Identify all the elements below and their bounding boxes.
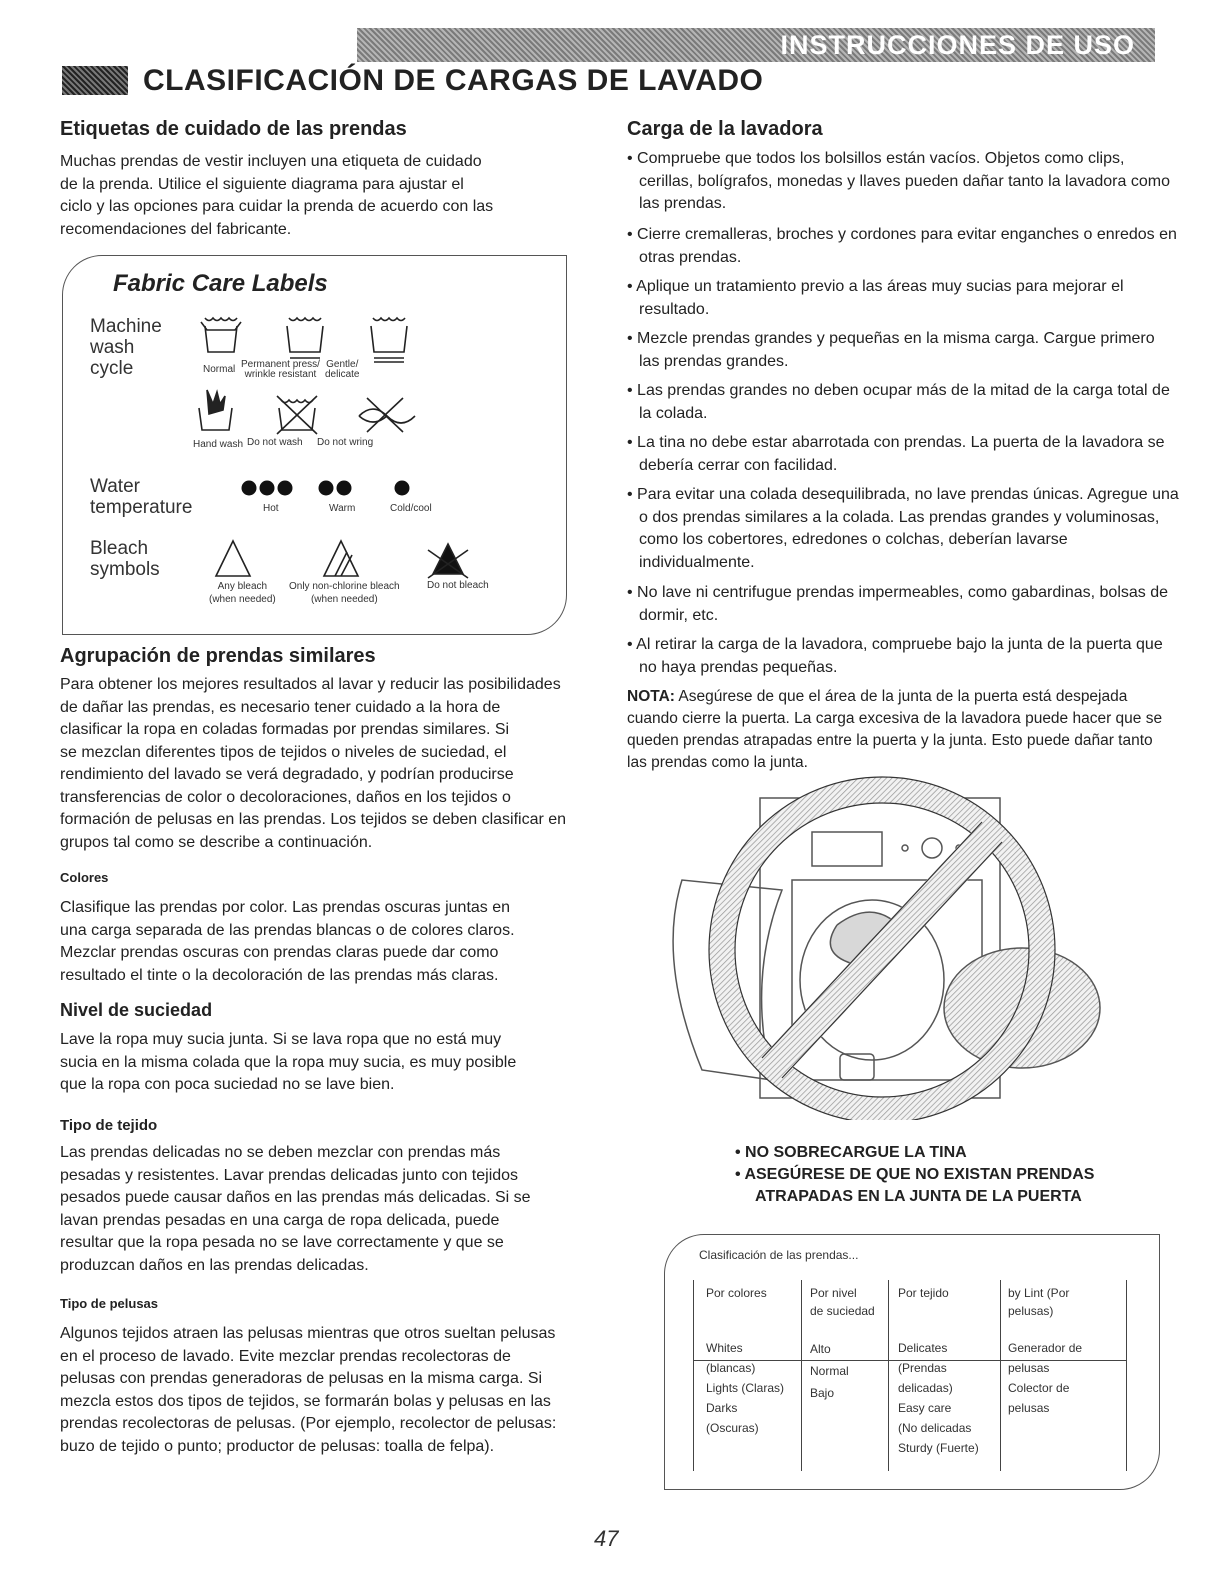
cold-label: Cold/cool xyxy=(390,503,432,514)
non-chlorine-bleach-icon xyxy=(324,541,358,576)
care-line: ciclo y las opciones para cuidar la prenda de acuerdo con las xyxy=(60,198,494,215)
prohibition-icon xyxy=(709,777,1055,1120)
tejido-line: pesados puede causar daños en las prendas más delicadas. Si se xyxy=(60,1189,531,1206)
header-lint: by Lint (Por pelusas) xyxy=(1008,1286,1070,1318)
pelusas-line: mezcla estos dos tipos de tejidos, se formarán bolas y pelusas en las xyxy=(60,1392,551,1410)
do-not-bleach-icon xyxy=(428,544,468,578)
any-bleach-label: Any bleach (when needed) xyxy=(209,581,276,605)
pelusas-line: prendas recolectoras de pelusas. (Por ejemplo, recolector de pelusas: xyxy=(60,1415,557,1432)
tejido-heading: Tipo de tejido xyxy=(60,1117,158,1134)
normal-label: Normal xyxy=(203,364,236,375)
tejido-line: lavan prendas pesadas en una carga de ropa delicada, puede xyxy=(60,1211,500,1229)
hand-wash-icon xyxy=(199,390,232,430)
gentle-delicate-icon xyxy=(371,318,407,362)
group-heading: Agrupación de prendas similares xyxy=(60,645,376,667)
sorting-table xyxy=(693,1280,1126,1471)
any-bleach-icon xyxy=(216,541,250,576)
banner-text: INSTRUCCIONES DE USO xyxy=(780,30,1135,60)
title-marker xyxy=(62,66,128,95)
nota-text: Asegúrese de que el área de la junta de la puerta está despejada cuando cierre la puerta. La carga excesiva de la lavadora puede hacer que se queden prendas atrapadas entre la puerta y la junta. Esto puede dañar tanto las prendas como la junta. xyxy=(627,688,1163,771)
nota-label: NOTA: xyxy=(627,688,675,705)
water-temperature-label: Water temperature xyxy=(90,476,193,518)
bullet-item: • Para evitar una colada desequilibrada, no lave prendas únicas. Agregue una o dos prendas similares a la colada. Las prendas grandes y voluminosas, como los cobertores, edredones o colchas, deberían lavarse individualmente. xyxy=(627,486,1179,571)
nivel-line: sucia en la misma colada que la ropa muy sucia, es muy posible xyxy=(60,1053,517,1071)
header-tejido: Por tejido xyxy=(898,1286,949,1300)
colores-line: resultado el tinte o la decoloración de las prendas más claras. xyxy=(60,966,499,984)
warm-dots-icon xyxy=(319,481,352,496)
page-number: 47 xyxy=(594,1526,619,1551)
do-not-wring-label: Do not wring xyxy=(317,437,374,448)
care-line: de la prenda. Utilice el siguiente diagrama para ajustar el xyxy=(60,175,464,193)
warm-label: Warm xyxy=(329,503,356,514)
tejido-section xyxy=(60,1117,595,1277)
permanent-press-icon xyxy=(287,318,323,358)
bullet-item: • Aplique un tratamiento previo a las áreas muy sucias para mejorar el resultado. xyxy=(627,278,1124,318)
temperature-dots xyxy=(239,478,429,500)
section-banner xyxy=(357,28,1155,62)
pelusas-heading: Tipo de pelusas xyxy=(60,1296,159,1311)
permanent-press-label: Permanent press/ wrinkle resistant xyxy=(241,359,320,380)
bullet-item: • Las prendas grandes no deben ocupar más de la mitad de la carga total de la colada. xyxy=(627,382,1170,422)
bullet-item: • Cierre cremalleras, broches y cordones para evitar enganches o enredos en otras prendas. xyxy=(627,226,1177,266)
header-nivel: Por nivel de suciedad xyxy=(810,1286,875,1318)
overloaded-washer-illustration xyxy=(662,770,1112,1120)
do-not-wash-icon xyxy=(277,396,317,434)
tejido-line: Las prendas delicadas no se deben mezclar con prendas más xyxy=(60,1144,501,1161)
tejido-line: resultar que la ropa pesada no se lave correctamente y que se xyxy=(60,1234,504,1251)
left-column xyxy=(60,118,590,241)
right-column xyxy=(627,118,1179,771)
colores-list: Whites (blancas) Lights (Claras) Darks (Oscuras) xyxy=(706,1341,785,1435)
nivel-line: que la ropa con poca suciedad no se lave bien. xyxy=(60,1076,395,1093)
hot-dots-icon xyxy=(242,481,293,496)
warning-gasket: • ASEGÚRESE DE QUE NO EXISTAN PRENDAS ATRAPADAS EN LA JUNTA DE LA PUERTA xyxy=(735,1166,1095,1205)
colores-line: una carga separada de las prendas blancas o de colores claros. xyxy=(60,921,515,939)
colores-line: Clasifique las prendas por color. Las prendas oscuras juntas en xyxy=(60,899,511,916)
group-line: se mezclan diferentes tipos de tejidos o niveles de suciedad, el xyxy=(60,743,507,761)
bullet-item: • La tina no debe estar abarrotada con prendas. La puerta de la lavadora se debería cerrar con facilidad. xyxy=(627,434,1165,474)
colores-section xyxy=(60,870,595,987)
group-line: Para obtener los mejores resultados al lavar y reducir las posibilidades xyxy=(60,676,561,693)
non-chlorine-label: Only non-chlorine bleach (when needed) xyxy=(289,581,400,605)
group-line: clasificar la ropa en coladas formadas por prendas similares. Si xyxy=(60,721,510,738)
pelusas-line: buzo de tejido o punto; productor de pelusas: toalla de felpa). xyxy=(60,1437,495,1455)
machine-wash-label: Machine wash cycle xyxy=(90,316,162,379)
colores-heading: Colores xyxy=(60,870,109,885)
fabric-care-box xyxy=(62,255,567,635)
pelusas-line: pelusas con prendas generadoras de pelusas en la misma carga. Si xyxy=(60,1370,543,1387)
pelusas-line: en el proceso de lavado. Evite mezclar prendas recolectoras de xyxy=(60,1347,511,1365)
care-heading: Etiquetas de cuidado de las prendas xyxy=(60,118,407,140)
care-line: Muchas prendas de vestir incluyen una etiqueta de cuidado xyxy=(60,153,482,170)
bullet-item: • No lave ni centrifugue prendas impermeables, como gabardinas, bolsas de dormir, etc. xyxy=(627,584,1169,624)
nivel-list: Alto Normal Bajo xyxy=(810,1342,849,1400)
gentle-label: Gentle/ delicate xyxy=(325,359,360,380)
bleach-symbols-label: Bleach symbols xyxy=(90,538,160,580)
group-line: rendimiento del lavado se verá degradado, y podrían producirse xyxy=(60,766,514,783)
group-line: de dañar las prendas, es necesario tener cuidado a la hora de xyxy=(60,698,501,716)
normal-wash-icon xyxy=(201,318,241,352)
cold-dot-icon xyxy=(395,481,410,496)
tejido-list: Delicates (Prendas delicadas) Easy care (No delicadas Sturdy (Fuerte) xyxy=(898,1341,979,1455)
care-box-title: Fabric Care Labels xyxy=(113,270,328,297)
nivel-heading: Nivel de suciedad xyxy=(60,1000,213,1020)
hot-label: Hot xyxy=(263,503,279,514)
carga-heading: Carga de la lavadora xyxy=(627,118,823,140)
care-line: recomendaciones del fabricante. xyxy=(60,220,292,238)
group-line: formación de pelusas en las prendas. Los tejidos se deben clasificar en xyxy=(60,811,567,828)
nota-paragraph xyxy=(627,686,1167,774)
colores-line: Mezclar prendas oscuras con prendas claras puede dar como xyxy=(60,944,499,961)
no-bleach-label: Do not bleach xyxy=(427,580,489,591)
warning-overload: • NO SOBRECARGUE LA TINA xyxy=(735,1144,967,1161)
sorting-caption: Clasificación de las prendas... xyxy=(699,1248,859,1262)
tejido-line: pesadas y resistentes. Lavar prendas delicadas junto con tejidos xyxy=(60,1166,519,1184)
nivel-line: Lave la ropa muy sucia junta. Si se lava ropa que no está muy xyxy=(60,1031,502,1048)
sorting-table-box xyxy=(664,1234,1160,1490)
group-line: grupos tal como se describe a continuación. xyxy=(60,833,373,851)
bullet-item: • Compruebe que todos los bolsillos están vacíos. Objetos como clips, cerillas, bolígrafos, monedas y llaves pueden dañar tanto la lavadora como las prendas. xyxy=(627,150,1170,212)
nivel-section xyxy=(60,1000,595,1097)
warning-list xyxy=(735,1142,1155,1208)
bullet-item: • Al retirar la carga de la lavadora, compruebe bajo la junta de la puerta que no haya prendas pequeñas. xyxy=(627,636,1163,676)
header-colores: Por colores xyxy=(706,1286,767,1300)
bullet-item: • Mezcle prendas grandes y pequeñas en la misma carga. Cargue primero las prendas grandes. xyxy=(627,330,1155,370)
do-not-wring-icon xyxy=(359,398,415,432)
tejido-line: produzcan daños en las prendas delicadas. xyxy=(60,1256,369,1274)
bleach-icons xyxy=(213,538,503,580)
page-title: CLASIFICACIÓN DE CARGAS DE LAVADO xyxy=(143,64,764,97)
lint-list: Generador de pelusas Colector de pelusas xyxy=(1008,1341,1083,1415)
group-section xyxy=(60,645,595,854)
care-paragraph xyxy=(60,151,590,241)
pelusas-line: Algunos tejidos atraen las pelusas mientras que otros sueltan pelusas xyxy=(60,1325,556,1342)
do-not-wash-label: Do not wash xyxy=(247,437,303,448)
special-wash-icons xyxy=(193,386,443,436)
hand-wash-label: Hand wash xyxy=(193,439,244,450)
group-line: transferencias de color o decoloraciones, daños en los tejidos o xyxy=(60,788,511,806)
pelusas-section xyxy=(60,1296,595,1458)
